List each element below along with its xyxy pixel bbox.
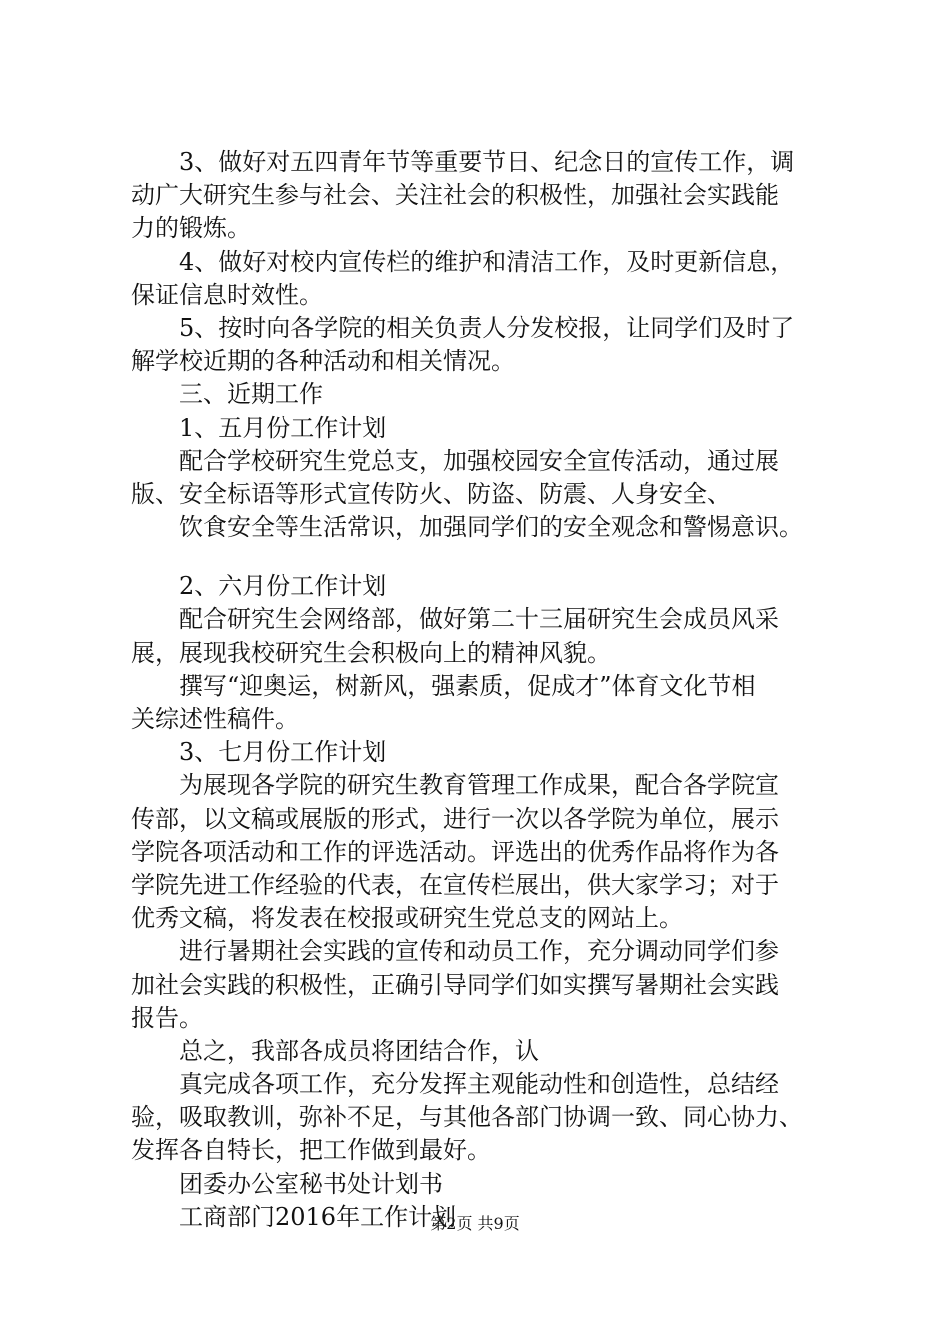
text-line: 版、安全标语等形式宣传防火、防盗、防震、人身安全、 bbox=[131, 479, 731, 508]
text-line: 力的锻炼。 bbox=[131, 214, 251, 243]
text-line: 撰写“迎奥运，树新风，强素质，促成才”体育文化节相 bbox=[179, 671, 756, 700]
text-line: 三、近期工作 bbox=[179, 380, 323, 409]
text-line: 验，吸取教训，弥补不足，与其他各部门协调一致、同心协力、 bbox=[131, 1103, 803, 1132]
text-line: 为展现各学院的研究生教育管理工作成果，配合各学院宣 bbox=[179, 771, 779, 800]
text-line: 学院先进工作经验的代表，在宣传栏展出，供大家学习；对于 bbox=[131, 870, 779, 899]
text-line: 1、五月份工作计划 bbox=[179, 413, 387, 442]
text-line: 优秀文稿，将发表在校报或研究生党总支的网站上。 bbox=[131, 904, 683, 933]
document-body bbox=[131, 146, 851, 1234]
text-line: 动广大研究生参与社会、关注社会的积极性，加强社会实践能 bbox=[131, 181, 779, 210]
text-line: 真完成各项工作，充分发挥主观能动性和创造性，总结经 bbox=[179, 1070, 779, 1099]
text-line: 学院各项活动和工作的评选活动。评选出的优秀作品将作为各 bbox=[131, 837, 779, 866]
text-line: 总之，我部各成员将团结合作，认 bbox=[179, 1036, 539, 1065]
text-line: 4、做好对校内宣传栏的维护和清洁工作，及时更新信息， bbox=[179, 247, 795, 276]
text-line: 加社会实践的积极性，正确引导同学们如实撰写暑期社会实践 bbox=[131, 970, 779, 999]
text-line: 展，展现我校研究生会积极向上的精神风貌。 bbox=[131, 638, 611, 667]
text-line: 3、七月份工作计划 bbox=[179, 738, 387, 767]
paragraph-spacer bbox=[131, 544, 851, 570]
text-line: 配合研究生会网络部，做好第二十三届研究生会成员风采 bbox=[179, 605, 779, 634]
text-line: 饮食安全等生活常识，加强同学们的安全观念和警惕意识。 bbox=[179, 513, 803, 542]
text-line: 2、六月份工作计划 bbox=[179, 572, 387, 601]
text-line: 3、做好对五四青年节等重要节日、纪念日的宣传工作，调 bbox=[179, 148, 795, 176]
text-line: 解学校近期的各种活动和相关情况。 bbox=[131, 347, 515, 376]
text-line: 进行暑期社会实践的宣传和动员工作，充分调动同学们参 bbox=[179, 937, 779, 966]
text-line: 关综述性稿件。 bbox=[131, 705, 299, 733]
text-line: 报告。 bbox=[131, 1003, 203, 1032]
text-line: 5、按时向各学院的相关负责人分发校报，让同学们及时了 bbox=[179, 313, 795, 342]
text-line: 团委办公室秘书处计划书 bbox=[179, 1169, 443, 1198]
text-line: 发挥各自特长，把工作做到最好。 bbox=[131, 1136, 491, 1165]
text-line: 传部，以文稿或展版的形式，进行一次以各学院为单位，展示 bbox=[131, 804, 779, 833]
page-footer: 第2页 共9页 bbox=[430, 1214, 520, 1233]
text-line: 保证信息时效性。 bbox=[131, 280, 323, 309]
text-line: 配合学校研究生党总支，加强校园安全宣传活动，通过展 bbox=[179, 446, 779, 475]
text-line: 工商部门2016年工作计划 bbox=[179, 1202, 457, 1231]
